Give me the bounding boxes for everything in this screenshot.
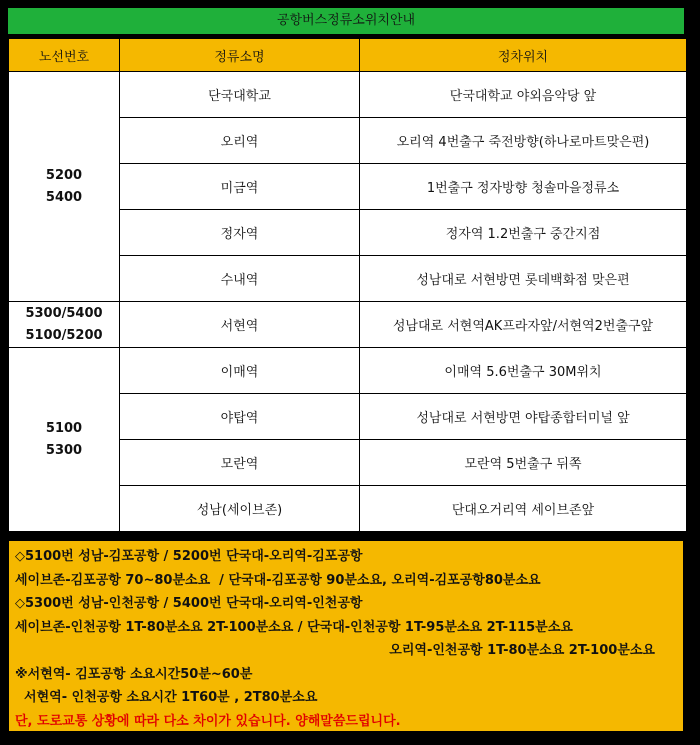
info-note: 오리역-인천공항 1T-80분소요 2T-100분소요 bbox=[389, 643, 655, 658]
route-numbers-cell bbox=[9, 72, 120, 302]
stop-name: 수내역 bbox=[120, 256, 360, 302]
info-note: 세이브존-인천공항 1T-80분소요 2T-100분소요 / 단국대-인천공항 1T-95분소요 2T-115분소요 bbox=[15, 619, 573, 635]
bus-stop-table bbox=[8, 38, 687, 532]
stop-location: 성남대로 서현방면 야탑종합터미널 앞 bbox=[360, 394, 687, 440]
route-number: 5100 bbox=[45, 420, 83, 436]
stop-location: 1번출구 정자방향 청솔마을정류소 bbox=[360, 164, 687, 210]
warning-note: 단, 도로교통 상황에 따라 다소 차이가 있습니다. 양해말씀드립니다. bbox=[15, 713, 401, 729]
notes-panel bbox=[8, 540, 684, 732]
stop-name: 이매역 bbox=[120, 348, 360, 394]
header-route-number: 노선번호 bbox=[9, 39, 120, 72]
route-number: 5300 bbox=[45, 442, 83, 458]
stop-location: 정자역 1.2번출구 중간지점 bbox=[360, 210, 687, 256]
page-title: 공항버스정류소위치안내 bbox=[8, 8, 684, 34]
table-header-row bbox=[9, 39, 687, 72]
stop-name: 야탑역 bbox=[120, 394, 360, 440]
info-note: ※서현역- 김포공항 소요시간50분~60분 bbox=[15, 666, 253, 682]
stop-location: 단국대학교 야외음악당 앞 bbox=[360, 72, 687, 118]
stop-name: 성남(세이브존) bbox=[120, 486, 360, 532]
header-stop-location: 정차위치 bbox=[360, 39, 687, 72]
stop-name: 모란역 bbox=[120, 440, 360, 486]
route-number: 5200 bbox=[45, 167, 83, 183]
stop-location: 오리역 4번출구 죽전방향(하나로마트맞은편) bbox=[360, 118, 687, 164]
route-numbers-cell bbox=[9, 348, 120, 532]
stop-name: 단국대학교 bbox=[120, 72, 360, 118]
stop-name: 오리역 bbox=[120, 118, 360, 164]
stop-name: 미금역 bbox=[120, 164, 360, 210]
route-number: 5100/5200 bbox=[25, 327, 103, 343]
table-row bbox=[9, 348, 687, 394]
info-note: 서현역- 인천공항 소요시간 1T60분 , 2T80분소요 bbox=[15, 690, 318, 705]
table-row bbox=[9, 72, 687, 118]
stop-location: 이매역 5.6번출구 30M위치 bbox=[360, 348, 687, 394]
info-note: 세이브존-김포공항 70~80분소요 / 단국대-김포공항 90분소요, 오리역-김포공항80분소요 bbox=[15, 572, 541, 588]
header-stop-name: 정류소명 bbox=[120, 39, 360, 72]
stop-name: 서현역 bbox=[120, 302, 360, 348]
stop-name: 정자역 bbox=[120, 210, 360, 256]
stop-location: 모란역 5번출구 뒤쪽 bbox=[360, 440, 687, 486]
table-row bbox=[9, 302, 687, 348]
stop-location: 성남대로 서현역AK프라자앞/서현역2번출구앞 bbox=[360, 302, 687, 348]
info-note: ◇5300번 성남-인천공항 / 5400번 단국대-오리역-인천공항 bbox=[15, 596, 363, 611]
route-number: 5400 bbox=[45, 189, 83, 205]
info-note: ◇5100번 성남-김포공항 / 5200번 단국대-오리역-김포공항 bbox=[15, 549, 363, 564]
route-numbers-cell bbox=[9, 302, 120, 348]
stop-location: 성남대로 서현방면 롯데백화점 맞은편 bbox=[360, 256, 687, 302]
route-number: 5300/5400 bbox=[25, 305, 103, 321]
stop-location: 단대오거리역 세이브존앞 bbox=[360, 486, 687, 532]
